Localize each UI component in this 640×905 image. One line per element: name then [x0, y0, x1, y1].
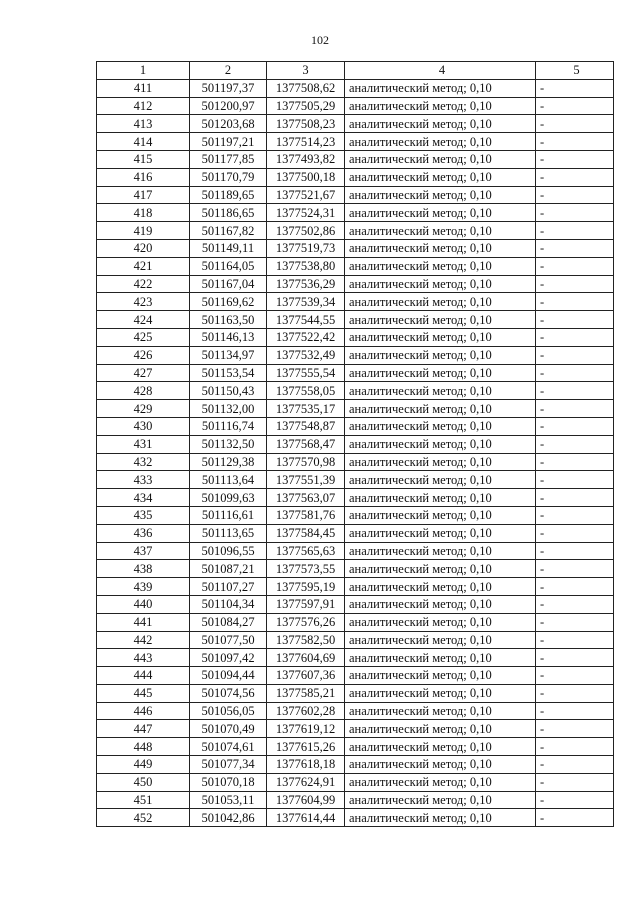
point-number-cell: 430 — [97, 417, 190, 435]
y-coordinate-cell: 1377555,54 — [267, 364, 345, 382]
table-row — [97, 702, 614, 720]
note-cell: - — [536, 97, 614, 115]
table-row — [97, 311, 614, 329]
table-row — [97, 222, 614, 240]
x-coordinate-cell: 501132,00 — [190, 400, 267, 418]
table-row — [97, 186, 614, 204]
y-coordinate-cell: 1377624,91 — [267, 773, 345, 791]
point-number-cell: 415 — [97, 150, 190, 168]
point-number-cell: 424 — [97, 311, 190, 329]
x-coordinate-cell: 501097,42 — [190, 649, 267, 667]
point-number-cell: 416 — [97, 168, 190, 186]
point-number-cell: 452 — [97, 809, 190, 827]
table-row — [97, 97, 614, 115]
method-accuracy-cell: аналитический метод; 0,10 — [345, 453, 536, 471]
table-row — [97, 435, 614, 453]
point-number-cell: 417 — [97, 186, 190, 204]
x-coordinate-cell: 501070,49 — [190, 720, 267, 738]
point-number-cell: 443 — [97, 649, 190, 667]
x-coordinate-cell: 501074,61 — [190, 738, 267, 756]
x-coordinate-cell: 501167,04 — [190, 275, 267, 293]
table-row — [97, 489, 614, 507]
method-accuracy-cell: аналитический метод; 0,10 — [345, 186, 536, 204]
y-coordinate-cell: 1377558,05 — [267, 382, 345, 400]
method-accuracy-cell: аналитический метод; 0,10 — [345, 773, 536, 791]
point-number-cell: 432 — [97, 453, 190, 471]
method-accuracy-cell: аналитический метод; 0,10 — [345, 720, 536, 738]
point-number-cell: 433 — [97, 471, 190, 489]
table-row — [97, 400, 614, 418]
method-accuracy-cell: аналитический метод; 0,10 — [345, 702, 536, 720]
note-cell: - — [536, 204, 614, 222]
note-cell: - — [536, 720, 614, 738]
note-cell: - — [536, 756, 614, 774]
method-accuracy-cell: аналитический метод; 0,10 — [345, 328, 536, 346]
method-accuracy-cell: аналитический метод; 0,10 — [345, 150, 536, 168]
table-row — [97, 560, 614, 578]
x-coordinate-cell: 501197,37 — [190, 79, 267, 97]
y-coordinate-cell: 1377602,28 — [267, 702, 345, 720]
table-row — [97, 595, 614, 613]
x-coordinate-cell: 501164,05 — [190, 257, 267, 275]
note-cell: - — [536, 417, 614, 435]
method-accuracy-cell: аналитический метод; 0,10 — [345, 239, 536, 257]
x-coordinate-cell: 501177,85 — [190, 150, 267, 168]
method-accuracy-cell: аналитический метод; 0,10 — [345, 115, 536, 133]
method-accuracy-cell: аналитический метод; 0,10 — [345, 417, 536, 435]
y-coordinate-cell: 1377565,63 — [267, 542, 345, 560]
y-coordinate-cell: 1377614,44 — [267, 809, 345, 827]
column-header: 4 — [345, 62, 536, 80]
point-number-cell: 441 — [97, 613, 190, 631]
y-coordinate-cell: 1377563,07 — [267, 489, 345, 507]
point-number-cell: 413 — [97, 115, 190, 133]
method-accuracy-cell: аналитический метод; 0,10 — [345, 524, 536, 542]
x-coordinate-cell: 501042,86 — [190, 809, 267, 827]
y-coordinate-cell: 1377521,67 — [267, 186, 345, 204]
table-row — [97, 667, 614, 685]
method-accuracy-cell: аналитический метод; 0,10 — [345, 684, 536, 702]
x-coordinate-cell: 501197,21 — [190, 133, 267, 151]
note-cell: - — [536, 239, 614, 257]
note-cell: - — [536, 168, 614, 186]
y-coordinate-cell: 1377570,98 — [267, 453, 345, 471]
y-coordinate-cell: 1377607,36 — [267, 667, 345, 685]
point-number-cell: 451 — [97, 791, 190, 809]
table-row — [97, 346, 614, 364]
note-cell: - — [536, 400, 614, 418]
method-accuracy-cell: аналитический метод; 0,10 — [345, 631, 536, 649]
x-coordinate-cell: 501053,11 — [190, 791, 267, 809]
y-coordinate-cell: 1377582,50 — [267, 631, 345, 649]
x-coordinate-cell: 501129,38 — [190, 453, 267, 471]
point-number-cell: 428 — [97, 382, 190, 400]
y-coordinate-cell: 1377618,18 — [267, 756, 345, 774]
y-coordinate-cell: 1377597,91 — [267, 595, 345, 613]
table-row — [97, 275, 614, 293]
method-accuracy-cell: аналитический метод; 0,10 — [345, 756, 536, 774]
point-number-cell: 418 — [97, 204, 190, 222]
method-accuracy-cell: аналитический метод; 0,10 — [345, 293, 536, 311]
point-number-cell: 412 — [97, 97, 190, 115]
page-number: 102 — [311, 33, 329, 47]
point-number-cell: 446 — [97, 702, 190, 720]
x-coordinate-cell: 501099,63 — [190, 489, 267, 507]
x-coordinate-cell: 501074,56 — [190, 684, 267, 702]
point-number-cell: 422 — [97, 275, 190, 293]
y-coordinate-cell: 1377585,21 — [267, 684, 345, 702]
x-coordinate-cell: 501094,44 — [190, 667, 267, 685]
x-coordinate-cell: 501169,62 — [190, 293, 267, 311]
note-cell: - — [536, 435, 614, 453]
y-coordinate-cell: 1377493,82 — [267, 150, 345, 168]
table-row — [97, 453, 614, 471]
note-cell: - — [536, 328, 614, 346]
method-accuracy-cell: аналитический метод; 0,10 — [345, 613, 536, 631]
y-coordinate-cell: 1377615,26 — [267, 738, 345, 756]
method-accuracy-cell: аналитический метод; 0,10 — [345, 738, 536, 756]
note-cell: - — [536, 346, 614, 364]
y-coordinate-cell: 1377573,55 — [267, 560, 345, 578]
point-number-cell: 426 — [97, 346, 190, 364]
y-coordinate-cell: 1377538,80 — [267, 257, 345, 275]
x-coordinate-cell: 501113,64 — [190, 471, 267, 489]
table-row — [97, 328, 614, 346]
point-number-cell: 449 — [97, 756, 190, 774]
table-row — [97, 168, 614, 186]
point-number-cell: 423 — [97, 293, 190, 311]
point-number-cell: 420 — [97, 239, 190, 257]
x-coordinate-cell: 501107,27 — [190, 578, 267, 596]
point-number-cell: 447 — [97, 720, 190, 738]
x-coordinate-cell: 501189,65 — [190, 186, 267, 204]
y-coordinate-cell: 1377508,62 — [267, 79, 345, 97]
note-cell: - — [536, 524, 614, 542]
note-cell: - — [536, 684, 614, 702]
note-cell: - — [536, 275, 614, 293]
method-accuracy-cell: аналитический метод; 0,10 — [345, 97, 536, 115]
note-cell: - — [536, 506, 614, 524]
table-row — [97, 257, 614, 275]
method-accuracy-cell: аналитический метод; 0,10 — [345, 506, 536, 524]
y-coordinate-cell: 1377519,73 — [267, 239, 345, 257]
point-number-cell: 429 — [97, 400, 190, 418]
note-cell: - — [536, 453, 614, 471]
method-accuracy-cell: аналитический метод; 0,10 — [345, 204, 536, 222]
table-row — [97, 578, 614, 596]
point-number-cell: 425 — [97, 328, 190, 346]
method-accuracy-cell: аналитический метод; 0,10 — [345, 275, 536, 293]
method-accuracy-cell: аналитический метод; 0,10 — [345, 595, 536, 613]
method-accuracy-cell: аналитический метод; 0,10 — [345, 257, 536, 275]
method-accuracy-cell: аналитический метод; 0,10 — [345, 435, 536, 453]
y-coordinate-cell: 1377536,29 — [267, 275, 345, 293]
point-number-cell: 444 — [97, 667, 190, 685]
table-row — [97, 382, 614, 400]
table-row — [97, 417, 614, 435]
y-coordinate-cell: 1377619,12 — [267, 720, 345, 738]
table-row — [97, 239, 614, 257]
y-coordinate-cell: 1377500,18 — [267, 168, 345, 186]
point-number-cell: 445 — [97, 684, 190, 702]
x-coordinate-cell: 501096,55 — [190, 542, 267, 560]
note-cell: - — [536, 613, 614, 631]
note-cell: - — [536, 809, 614, 827]
y-coordinate-cell: 1377595,19 — [267, 578, 345, 596]
point-number-cell: 450 — [97, 773, 190, 791]
x-coordinate-cell: 501170,79 — [190, 168, 267, 186]
y-coordinate-cell: 1377568,47 — [267, 435, 345, 453]
method-accuracy-cell: аналитический метод; 0,10 — [345, 489, 536, 507]
method-accuracy-cell: аналитический метод; 0,10 — [345, 346, 536, 364]
y-coordinate-cell: 1377584,45 — [267, 524, 345, 542]
x-coordinate-cell: 501116,61 — [190, 506, 267, 524]
x-coordinate-cell: 501132,50 — [190, 435, 267, 453]
x-coordinate-cell: 501104,34 — [190, 595, 267, 613]
table-row — [97, 79, 614, 97]
y-coordinate-cell: 1377502,86 — [267, 222, 345, 240]
note-cell: - — [536, 791, 614, 809]
method-accuracy-cell: аналитический метод; 0,10 — [345, 133, 536, 151]
x-coordinate-cell: 501200,97 — [190, 97, 267, 115]
table-row — [97, 613, 614, 631]
column-header: 5 — [536, 62, 614, 80]
point-number-cell: 427 — [97, 364, 190, 382]
table-row — [97, 133, 614, 151]
x-coordinate-cell: 501116,74 — [190, 417, 267, 435]
point-number-cell: 411 — [97, 79, 190, 97]
x-coordinate-cell: 501153,54 — [190, 364, 267, 382]
table-row — [97, 542, 614, 560]
method-accuracy-cell: аналитический метод; 0,10 — [345, 809, 536, 827]
method-accuracy-cell: аналитический метод; 0,10 — [345, 400, 536, 418]
table-row — [97, 791, 614, 809]
note-cell: - — [536, 578, 614, 596]
table-row — [97, 720, 614, 738]
note-cell: - — [536, 738, 614, 756]
method-accuracy-cell: аналитический метод; 0,10 — [345, 542, 536, 560]
column-header: 1 — [97, 62, 190, 80]
point-number-cell: 435 — [97, 506, 190, 524]
method-accuracy-cell: аналитический метод; 0,10 — [345, 667, 536, 685]
point-number-cell: 442 — [97, 631, 190, 649]
method-accuracy-cell: аналитический метод; 0,10 — [345, 382, 536, 400]
x-coordinate-cell: 501150,43 — [190, 382, 267, 400]
table-row — [97, 684, 614, 702]
method-accuracy-cell: аналитический метод; 0,10 — [345, 471, 536, 489]
x-coordinate-cell: 501134,97 — [190, 346, 267, 364]
y-coordinate-cell: 1377535,17 — [267, 400, 345, 418]
y-coordinate-cell: 1377508,23 — [267, 115, 345, 133]
table-row — [97, 738, 614, 756]
note-cell: - — [536, 382, 614, 400]
point-number-cell: 438 — [97, 560, 190, 578]
note-cell: - — [536, 364, 614, 382]
method-accuracy-cell: аналитический метод; 0,10 — [345, 578, 536, 596]
note-cell: - — [536, 667, 614, 685]
point-number-cell: 419 — [97, 222, 190, 240]
x-coordinate-cell: 501070,18 — [190, 773, 267, 791]
y-coordinate-cell: 1377551,39 — [267, 471, 345, 489]
y-coordinate-cell: 1377532,49 — [267, 346, 345, 364]
table-row — [97, 809, 614, 827]
x-coordinate-cell: 501077,50 — [190, 631, 267, 649]
x-coordinate-cell: 501203,68 — [190, 115, 267, 133]
table-row — [97, 773, 614, 791]
column-header: 2 — [190, 62, 267, 80]
table-row — [97, 293, 614, 311]
note-cell: - — [536, 257, 614, 275]
table-row — [97, 756, 614, 774]
y-coordinate-cell: 1377524,31 — [267, 204, 345, 222]
table-row — [97, 364, 614, 382]
table-row — [97, 649, 614, 667]
x-coordinate-cell: 501186,65 — [190, 204, 267, 222]
method-accuracy-cell: аналитический метод; 0,10 — [345, 168, 536, 186]
note-cell: - — [536, 560, 614, 578]
note-cell: - — [536, 471, 614, 489]
coordinates-table — [96, 61, 614, 827]
y-coordinate-cell: 1377604,99 — [267, 791, 345, 809]
note-cell: - — [536, 773, 614, 791]
note-cell: - — [536, 702, 614, 720]
table-row — [97, 524, 614, 542]
y-coordinate-cell: 1377505,29 — [267, 97, 345, 115]
y-coordinate-cell: 1377539,34 — [267, 293, 345, 311]
point-number-cell: 436 — [97, 524, 190, 542]
x-coordinate-cell: 501087,21 — [190, 560, 267, 578]
note-cell: - — [536, 311, 614, 329]
note-cell: - — [536, 133, 614, 151]
method-accuracy-cell: аналитический метод; 0,10 — [345, 364, 536, 382]
y-coordinate-cell: 1377514,23 — [267, 133, 345, 151]
table-row — [97, 115, 614, 133]
note-cell: - — [536, 186, 614, 204]
x-coordinate-cell: 501146,13 — [190, 328, 267, 346]
note-cell: - — [536, 649, 614, 667]
point-number-cell: 439 — [97, 578, 190, 596]
method-accuracy-cell: аналитический метод; 0,10 — [345, 311, 536, 329]
table-row — [97, 631, 614, 649]
method-accuracy-cell: аналитический метод; 0,10 — [345, 560, 536, 578]
y-coordinate-cell: 1377576,26 — [267, 613, 345, 631]
table-header-row — [97, 62, 614, 80]
note-cell: - — [536, 489, 614, 507]
point-number-cell: 414 — [97, 133, 190, 151]
table-row — [97, 471, 614, 489]
point-number-cell: 434 — [97, 489, 190, 507]
x-coordinate-cell: 501077,34 — [190, 756, 267, 774]
y-coordinate-cell: 1377581,76 — [267, 506, 345, 524]
point-number-cell: 431 — [97, 435, 190, 453]
note-cell: - — [536, 150, 614, 168]
table-row — [97, 204, 614, 222]
y-coordinate-cell: 1377548,87 — [267, 417, 345, 435]
note-cell: - — [536, 542, 614, 560]
point-number-cell: 440 — [97, 595, 190, 613]
x-coordinate-cell: 501056,05 — [190, 702, 267, 720]
note-cell: - — [536, 222, 614, 240]
note-cell: - — [536, 79, 614, 97]
table-row — [97, 506, 614, 524]
x-coordinate-cell: 501163,50 — [190, 311, 267, 329]
y-coordinate-cell: 1377522,42 — [267, 328, 345, 346]
x-coordinate-cell: 501113,65 — [190, 524, 267, 542]
method-accuracy-cell: аналитический метод; 0,10 — [345, 79, 536, 97]
x-coordinate-cell: 501167,82 — [190, 222, 267, 240]
note-cell: - — [536, 631, 614, 649]
method-accuracy-cell: аналитический метод; 0,10 — [345, 222, 536, 240]
x-coordinate-cell: 501149,11 — [190, 239, 267, 257]
point-number-cell: 437 — [97, 542, 190, 560]
note-cell: - — [536, 115, 614, 133]
note-cell: - — [536, 293, 614, 311]
y-coordinate-cell: 1377604,69 — [267, 649, 345, 667]
table-row — [97, 150, 614, 168]
y-coordinate-cell: 1377544,55 — [267, 311, 345, 329]
method-accuracy-cell: аналитический метод; 0,10 — [345, 791, 536, 809]
x-coordinate-cell: 501084,27 — [190, 613, 267, 631]
point-number-cell: 448 — [97, 738, 190, 756]
note-cell: - — [536, 595, 614, 613]
method-accuracy-cell: аналитический метод; 0,10 — [345, 649, 536, 667]
point-number-cell: 421 — [97, 257, 190, 275]
column-header: 3 — [267, 62, 345, 80]
